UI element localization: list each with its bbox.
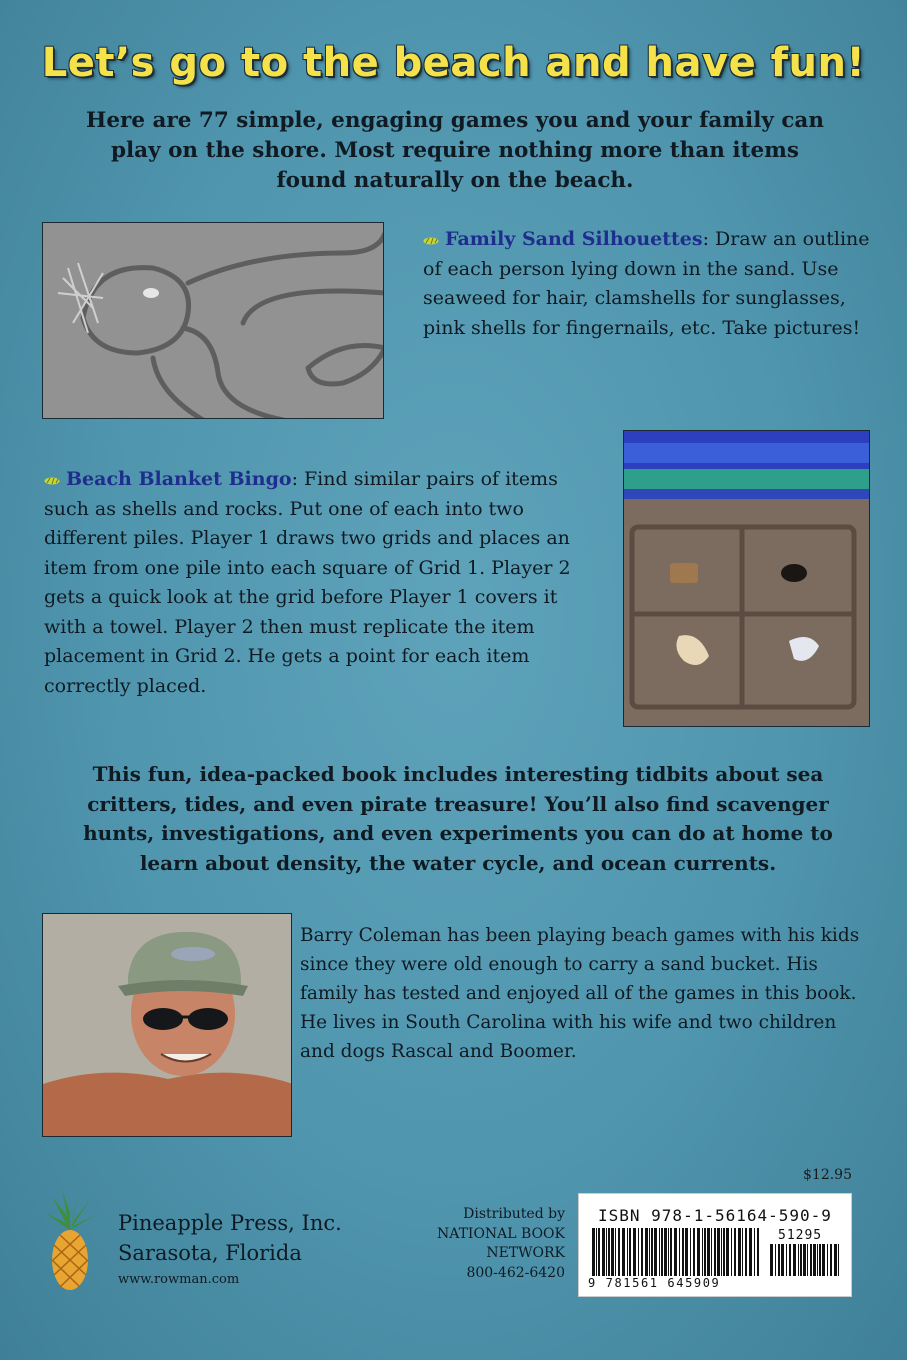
publisher-name: Pineapple Press, Inc. (118, 1211, 342, 1235)
book-blurb: This fun, idea-packed book includes interesting tidbits about sea critters, tides, and even pirate treasure! You’ll also find scavenger hunts, investigations, and even experiments you can do at home to learn about density, the water cycle, and ocean currents. (83, 762, 833, 875)
distributor-phone: 800-462-6420 (466, 1264, 565, 1281)
price: $12.95 (803, 1167, 852, 1183)
publisher (118, 1208, 342, 1268)
shell-bullet-icon (44, 476, 60, 485)
distributor-label: Distributed by (463, 1206, 565, 1222)
headline: Let’s go to the beach and have fun! (41, 40, 866, 86)
sand-silhouette-photo (42, 222, 384, 419)
bingo-grid-icon (624, 431, 870, 727)
game-title: Family Sand Silhouettes (445, 228, 703, 250)
distributor-name-line2: NETWORK (486, 1245, 565, 1261)
game-beach-blanket-bingo (44, 465, 604, 701)
distributor (415, 1205, 565, 1283)
publisher-url[interactable]: www.rowman.com (118, 1272, 240, 1287)
game-description: : Find similar pairs of items such as shells and rocks. Put one of each into two different piles. Player 1 draws two grids and places an item from one pile into each square of Grid 1. Player 2 gets a quick look at the grid before Player 1 covers it with a towel. Player 2 then must replicate the item placement in Grid 2. He gets a point for each item correctly placed. (44, 468, 571, 697)
addon-barcode-icon (770, 1244, 842, 1276)
barcode-addon-digits: 51295 (778, 1228, 823, 1243)
game-description: : Draw an outline of each person lying down in the sand. Use seaweed for hair, clamshells for sunglasses, pink shells for fingernails, etc. Take pictures! (423, 228, 870, 339)
author-portrait-icon (43, 914, 292, 1137)
publisher-city: Sarasota, Florida (118, 1241, 302, 1265)
intro-text: Here are 77 simple, engaging games you and your family can play on the shore. Most require nothing more than items found naturally on the beach. (86, 108, 824, 193)
ean-barcode-icon (592, 1228, 762, 1276)
game-family-sand-silhouettes (423, 225, 873, 343)
distributor-name-line1: NATIONAL BOOK (436, 1225, 565, 1242)
sand-drawing-icon (43, 223, 384, 419)
isbn-text: ISBN 978-1-56164-590-9 (598, 1206, 832, 1225)
beach-blanket-bingo-photo (623, 430, 870, 727)
author-bio: Barry Coleman has been playing beach games with his kids since they were old enough to carry a sand bucket. His family has tested and enjoyed all of the games in this book. He lives in South Carolina with his wife and two children and dogs Rascal and Boomer. (300, 925, 860, 1062)
game-title: Beach Blanket Bingo (66, 468, 292, 490)
author-photo (42, 913, 292, 1137)
pineapple-logo-icon (40, 1185, 100, 1295)
barcode-ean-digits: 9 781561 645909 (588, 1276, 721, 1290)
shell-bullet-icon (423, 236, 439, 245)
